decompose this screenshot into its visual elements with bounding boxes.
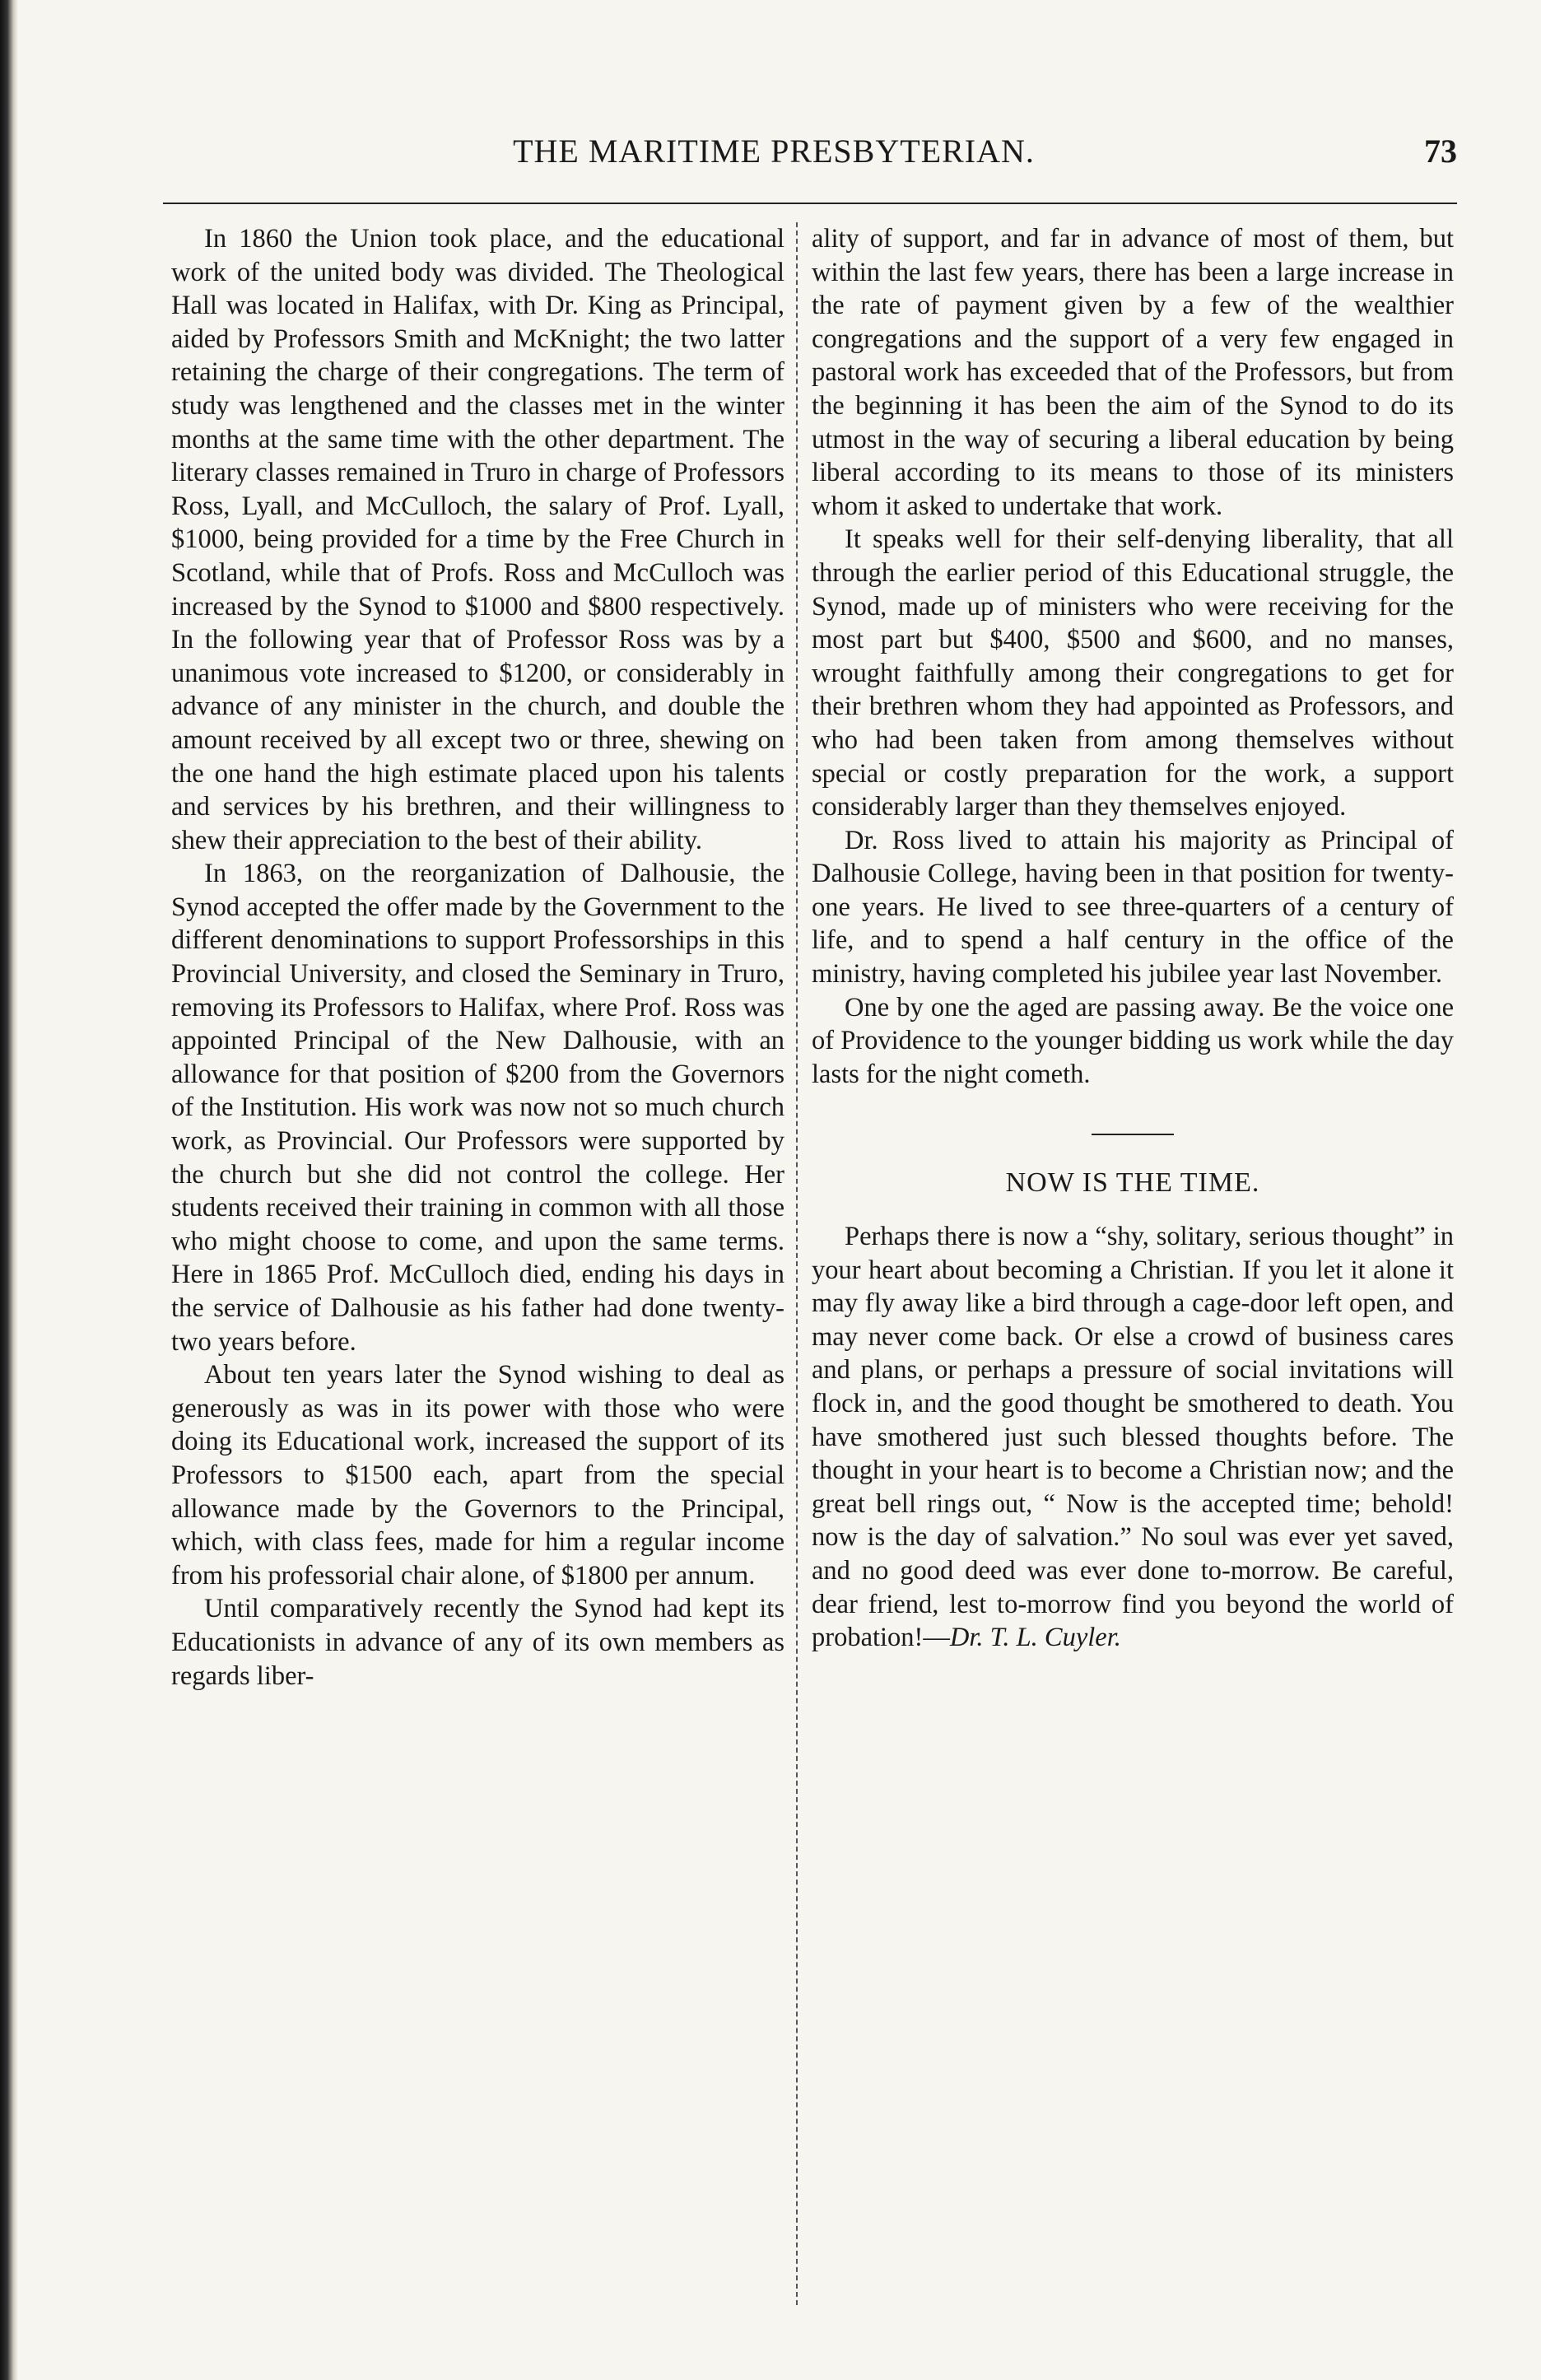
paragraph: About ten years later the Synod wishing to deal as generously as was in its power with those who were doing its Educational work, increased the support of its Professors to $1500 each, apart from the special allowance made by the Governors to the Principal, which, with class fees, made for him a regular income from his professorial chair alone, of $1800 per annum. (171, 1360, 784, 1591)
paragraph: In 1863, on the reorganization of Dalhousie, the Synod accepted the offer made by the Government to the different denominations to support Professorships in this Provincial University, and closed the Seminary in Truro, removing its Professors to Halifax, where Prof. Ross was appointed Principal of the New Dalhousie, with an allowance for that position of $200 from the Governors of the Institution. His work was now not so much church work, as Provincial. Our Professors were supported by the church but she did not control the college. Her students received their training in common with all those who might choose to come, and upon the same terms. Here in 1865 Prof. McCulloch died, ending his days in the service of Dalhousie as his father had done twenty-two years before. (171, 859, 784, 1357)
column-separator (796, 222, 798, 2305)
left-column (171, 222, 784, 2330)
paragraph: In 1860 the Union took place, and the educational work of the united body was divided. The Theological Hall was located in Halifax, with Dr. King as Principal, aided by Professors Smith and McKnight; the two latter retaining the charge of their congregations. The term of study was lengthened and the classes met in the winter months at the same time with the other department. The literary classes remained in Truro in charge of Professors Ross, Lyall, and McCulloch, the salary of Prof. Lyall, $1000, being provided for a time by the Free Church in Scotland, while that of Profs. Ross and McCulloch was increased by the Synod to $1000 and $800 respectively. In the following year that of Professor Ross was by a unanimous vote increased to $1200, or considerably in advance of any minister in the church, and double the amount received by all except two or three, shewing on the one hand the high estimate placed upon his talents and services by his brethren, and their willingness to shew their appreciation to the best of their ability. (171, 224, 784, 855)
page-binding-edge (0, 0, 18, 2380)
section-body (812, 1220, 1454, 1655)
section-divider (1092, 1134, 1174, 1135)
section-title: NOW IS THE TIME. (1005, 1167, 1260, 1199)
paragraph: One by one the aged are passing away. Be the voice one of Providence to the younger bidding us work while the day lasts for the night cometh. (812, 992, 1454, 1089)
page-number: 73 (1424, 133, 1457, 170)
section-body-text: Perhaps there is now a “shy, solitary, serious thought” in your heart about becoming a Christian. If you let it alone it may fly away like a bird through a cage-door left open, and may never come back. Or else a crowd of business cares and plans, or perhaps a pressure of social invitations will flock in, and the good thought be smothered to death. You have smothered just such blessed thoughts before. The thought in your heart is to become a Christian now; and the great bell rings out, “ Now is the accepted time; behold! now is the day of salvation.” No soul was ever yet saved, and no good deed was ever done to-morrow. Be careful, dear friend, lest to-morrow find you beyond the world of probation!— (812, 1222, 1454, 1653)
right-column (812, 222, 1454, 2330)
page-header (91, 132, 1457, 181)
paragraph: ality of support, and far in advance of most of them, but within the last few years, there has been a large increase in the rate of payment given by a few of the wealthier congregations and the support of a very few engaged in pastoral work has exceeded that of the Professors, but from the beginning it has been the aim of the Synod to do its utmost in the way of securing a liberal education by being liberal according to its means to those of its ministers whom it asked to undertake that work. (812, 224, 1454, 521)
paragraph: Dr. Ross lived to attain his majority as Principal of Dalhousie College, having been in that position for twenty-one years. He lived to see three-quarters of a century of life, and to spend a half century in the office of the ministry, having completed his jubilee year last November. (812, 825, 1454, 990)
paragraph: Until comparatively recently the Synod had kept its Educationists in advance of any of its own members as regards liber- (171, 1594, 784, 1691)
header-rule (163, 203, 1457, 204)
paragraph: It speaks well for their self-denying liberality, that all through the earlier period of this Educational struggle, the Synod, made up of ministers who were receiving for the most part but $400, $500 and $600, and no manses, wrought faithfully among their congregations to get for their brethren whom they had appointed as Professors, and who had been taken from among themselves without special or costly preparation for the work, a support considerably larger than they themselves enjoyed. (812, 524, 1454, 822)
publication-title: THE MARITIME PRESBYTERIAN. (513, 133, 1035, 170)
author-signature: Dr. T. L. Cuyler. (949, 1623, 1121, 1653)
